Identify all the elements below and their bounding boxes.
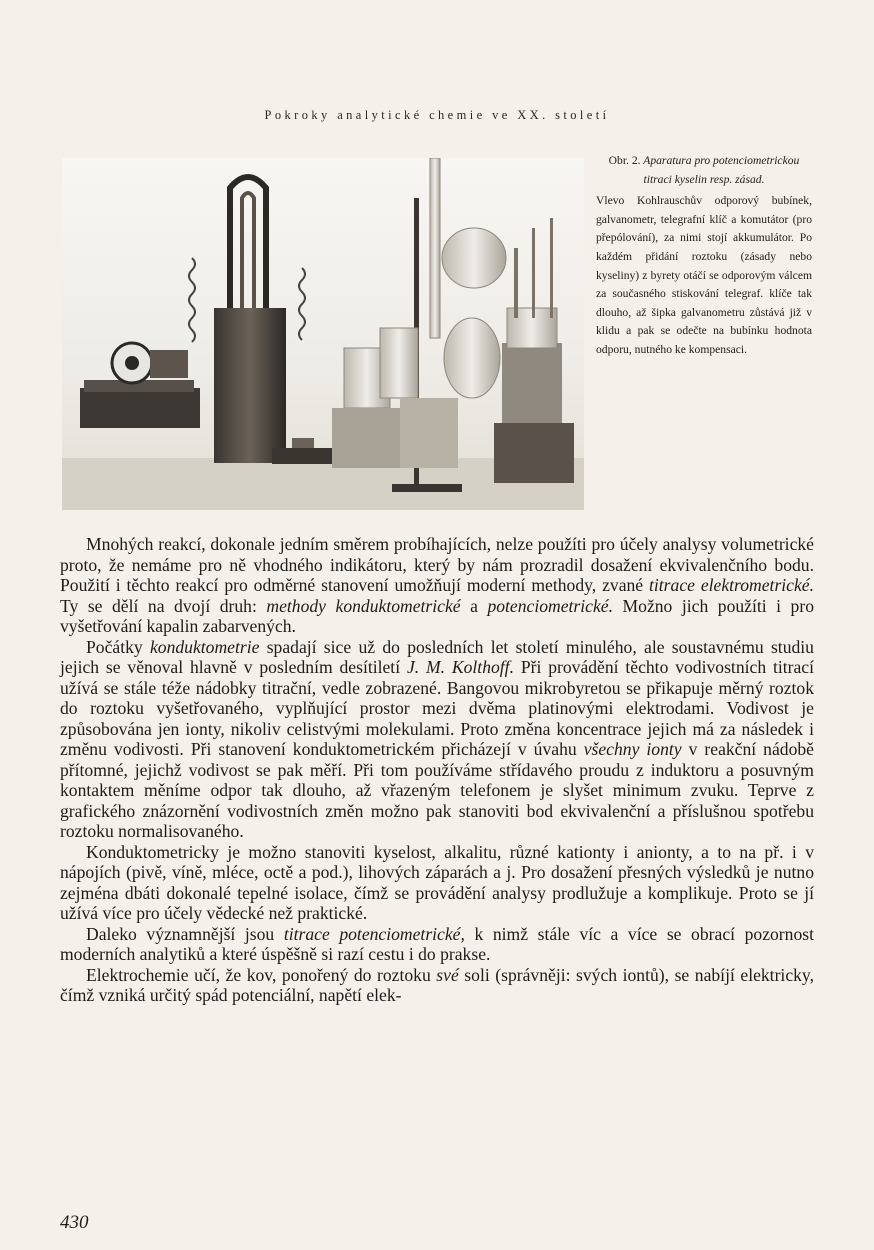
italic-phrase: všechny ionty: [583, 739, 682, 759]
italic-phrase: potenciometrické.: [487, 595, 613, 616]
text-run: Konduktometricky je možno stanoviti kyselost, alkalitu, různé kationty i anionty, a to na př. i v nápojích (pivě, víně, mlécе, octě a pod.), lihových záparách a j. Pro dosažení přesných výsledků je nutno zejména dbáti dokonalé tepelné isolace, čímž se provádění analysy prodlužuje a komplikuje. Proto se jí užívá více pro účely vědecké než praktické.: [60, 841, 814, 923]
text-run: Možno jich použíti i pro vyšetřování kapalin zabarvených.: [60, 595, 815, 636]
text-run: k nimž stále víc a více se obrací pozornost moderních analytiků a které úspěšně si razí cestu i do prakse.: [60, 923, 814, 964]
text-run: Ty se dělí na dvojí druh:: [60, 595, 267, 616]
italic-phrase: methody konduktometrické: [266, 595, 461, 616]
italic-phrase: J. M. Kolthoff.: [406, 657, 514, 677]
text-run: soli (správněji: svých iontů), se nabíjí elektricky, čímž vzniká určitý spád potenciální, napětí elek-: [60, 964, 814, 1005]
text-run: Při provádění těchto vodivostních titrací užívá se stále téže nádobky titrační, vedle zobrazené. Bangovou mikrobyretou se přikapuje měrný roztok do roztoku vyšetřovaného, vyplňující prostor mezi dvěma platinovými elektrodami. Vodivost je způsobována jen ionty, nikoliv celistvými molekulami. Proto změna koncentrace jejich má za následek i změnu vodivosti. Při stanovení konduktometrickém přicházejí v úvahu: [60, 657, 814, 759]
paragraph: [60, 965, 814, 1006]
apparatus-illustration: [62, 158, 584, 510]
apparatus-photo: [62, 158, 584, 510]
text-run: a: [460, 595, 488, 616]
paragraph: [60, 637, 814, 842]
figure-title: Aparatura pro potenciometrickou titraci kyselin resp. zásad.: [643, 154, 800, 186]
figure-caption-text: Vlevo Kohlrauschův odporový bubínek, galvanometr, telegrafní klíč a komutátor (pro přepólování), za nimi stojí akkumulátor. Po každém přidání roztoku (zásady nebo kyseliny) z byrety otáčí se odporovým válcem za současného stiskování telegraf. klíče tak dlouho, až šipka galvanometru zůstává již v klidu a pak se odečte na bubínku hodnota odporu, nutného ke kompensaci.: [596, 194, 812, 356]
figure-label: Obr. 2.: [608, 154, 641, 167]
italic-phrase: své: [436, 964, 459, 985]
text-run: Mnohých reakcí, dokonale jedním směrem probíhajících, nelze použíti pro účely analysy volumetrické proto, že nemáme pro ně vhodného indikátoru, který by nám prozradil dosažení ekvivalenčního bodu. Použití i těchto reakcí pro odměrné stanovení umožňují moderní methody, zvané: [60, 534, 814, 595]
italic-phrase: titrace potenciometrické,: [283, 923, 465, 944]
paragraph: [60, 534, 814, 637]
page-number: 430: [60, 1212, 89, 1233]
body-text: [60, 534, 814, 1006]
text-run: v reakční nádobě přítomné, jejichž vodivost se pak měří. Při tom používáme střídavého proudu z induktoru a posuvným kontaktem měníme odpor tak dlouho, až vřazeným telefonem je slyšet minimum zvuku. Teprve z grafického znázornění vodivostních změn možno pak stanoviti bod ekvivalenční a příslušnou spotřebu roztoku normalisovaného.: [60, 739, 814, 841]
figure-caption: [596, 152, 812, 360]
text-run: Elektrochemie učí, že kov, ponořený do roztoku: [86, 964, 437, 985]
italic-phrase: konduktometrie: [149, 636, 260, 657]
paragraph: [60, 924, 814, 965]
figure-caption-title: [596, 152, 812, 189]
paragraph: [60, 842, 814, 924]
text-run: Daleko významnější jsou: [86, 923, 284, 944]
running-head: Pokroky analytické chemie ve XX. století: [264, 108, 610, 122]
italic-phrase: titrace elektrometrické.: [649, 575, 815, 595]
text-run: spadají sice už do posledních let století minulého, ale soustavnému studiu jejich se věnoval hlavně v posledním desítiletí: [60, 636, 814, 677]
text-run: Počátky: [86, 636, 150, 657]
